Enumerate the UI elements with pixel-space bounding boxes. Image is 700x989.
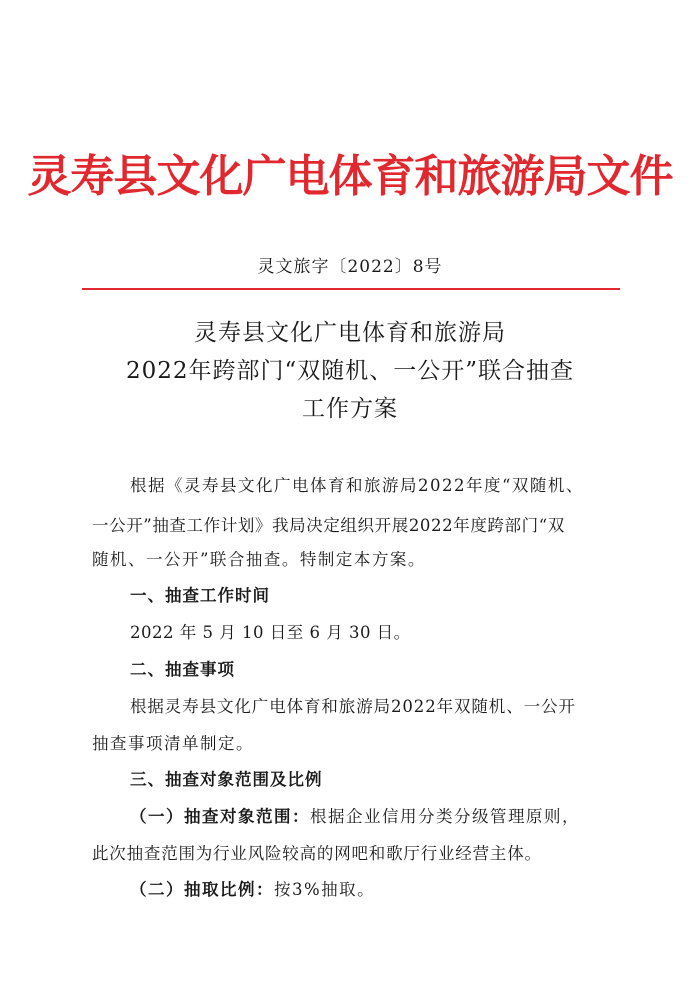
intro-line-2: 一公开”抽查工作计划》我局决定组织开展2022年度跨部门“双 <box>92 516 565 535</box>
section-2-heading: 二、抽查事项 <box>130 660 235 679</box>
subsection-1-label: （一）抽查对象范围： <box>130 807 310 826</box>
subsection-2-line <box>130 876 375 900</box>
section-2-line-1: 根据灵寿县文化广电体育和旅游局2022年双随机、一公开 <box>130 697 576 716</box>
section-1-heading: 一、抽查工作时间 <box>130 586 270 605</box>
document-number: 灵文旅字〔2022〕8号 <box>257 257 443 277</box>
title-line-3: 工作方案 <box>302 396 398 422</box>
section-2-line-2: 抽查事项清单制定。 <box>92 734 254 753</box>
subsection-1-text: 根据企业信用分类分级管理原则， <box>310 807 580 826</box>
subsection-2-text: 按3%抽取。 <box>274 880 376 899</box>
intro-line-3: 随机、一公开”联合抽查。特制定本方案。 <box>92 550 426 569</box>
subsection-1-line-1 <box>130 803 580 827</box>
red-divider <box>82 288 620 290</box>
title-line-1: 灵寿县文化广电体育和旅游局 <box>194 320 506 346</box>
subsection-2-label: （二）抽取比例： <box>130 880 274 899</box>
subsection-1-line-2: 此次抽查范围为行业风险较高的网吧和歌厅行业经营主体。 <box>92 844 542 863</box>
document-header-title: 灵寿县文化广电体育和旅游局文件 <box>27 151 673 202</box>
title-line-2: 2022年跨部门“双随机、一公开”联合抽查 <box>125 358 575 384</box>
intro-line-1: 根据《灵寿县文化广电体育和旅游局2022年度“双随机、 <box>130 476 584 495</box>
section-1-text: 2022 年 5 月 10 日至 6 月 30 日。 <box>130 623 411 642</box>
section-3-heading: 三、抽查对象范围及比例 <box>130 770 323 789</box>
